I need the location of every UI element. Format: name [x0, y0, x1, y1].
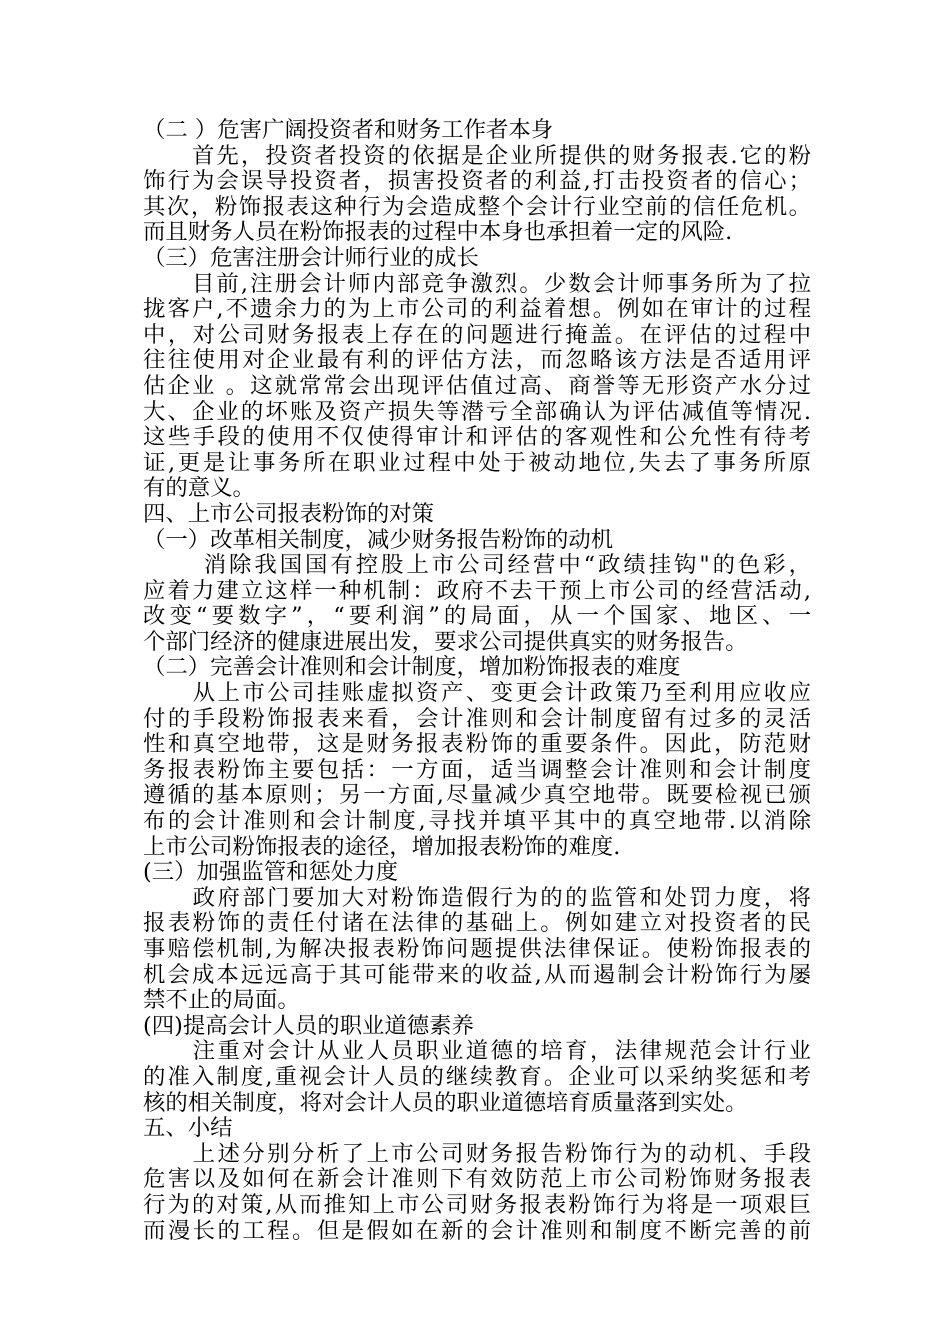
text-line: 付的手段粉饰报表来看，会计准则和会计制度留有过多的灵活	[143, 705, 811, 732]
text-line: 机会成本远远高于其可能带来的收益,从而遏制会计粉饰行为屡	[143, 961, 811, 988]
text-line: 往往使用对企业最有利的评估方法，而忽略该方法是否适用评	[143, 347, 811, 374]
text-line: 事赔偿机制,为解决报表粉饰问题提供法律保证。使粉饰报表的	[143, 936, 811, 962]
text-line: 改变“要数字”，“要利润”的局面，从一个国家、地区、一	[143, 603, 811, 630]
paragraph-reform	[143, 553, 811, 655]
paragraph-supervision	[143, 886, 811, 1014]
paragraph-investor-harm	[143, 144, 811, 246]
paragraph-cpa-harm	[143, 272, 811, 502]
text-line: 遵循的基本原则；另一方面,尽量减少真空地带。既要检视已颁	[143, 782, 811, 809]
text-line: 估企业 。这就常常会出现评估值过高、商誉等无形资产水分过	[143, 372, 811, 399]
section-heading-4	[143, 502, 811, 528]
heading-text: （二）完善会计准则和会计制度，增加粉饰报表的难度	[143, 654, 681, 681]
text-line: 核的相关制度，将对会计人员的职业道德培育质量落到实处。	[143, 1089, 748, 1116]
heading-text: (三）加强监管和惩处力度	[143, 859, 399, 886]
text-line: 首先，投资者投资的依据是企业所提供的财务报表.它的粉	[143, 142, 811, 169]
text-line: 中，对公司财务报表上存在的问题进行掩盖。在评估的过程中	[143, 321, 811, 348]
text-line: 报表粉饰的责任付诸在法律的基础上。例如建立对投资者的民	[143, 910, 811, 937]
text-line: 政府部门要加大对粉饰造假行为的的监管和处罚力度，将	[143, 884, 811, 911]
heading-text: （二 ）危害广阔投资者和财务工作者本身	[143, 117, 554, 143]
text-line: 大、企业的坏账及资产损失等潜亏全部确认为评估减值等情况.	[143, 398, 811, 425]
text-line: 个部门经济的健康进展出发，要求公司提供真实的财务报告。	[143, 628, 748, 655]
section-heading-4-1	[143, 528, 811, 554]
text-line: 上述分别分析了上市公司财务报告粉饰行为的动机、手段	[143, 1140, 811, 1167]
heading-text: 四、上市公司报表粉饰的对策	[143, 500, 435, 527]
section-heading-4-4	[143, 1014, 811, 1040]
text-line: 其次，粉饰报表这种行为会造成整个会计行业空前的信任危机。	[143, 193, 811, 220]
text-line: 布的会计准则和会计制度,寻找并填平其中的真空地带.以消除	[143, 808, 811, 835]
section-heading-5	[143, 1116, 811, 1142]
text-line: 禁不止的局面。	[143, 987, 300, 1014]
paragraph-summary	[143, 1142, 811, 1244]
text-line: 证,更是让事务所在职业过程中处于被动地位,失去了事务所原	[143, 449, 811, 476]
section-heading-4-3	[143, 860, 811, 886]
text-line: 有的意义。	[143, 475, 255, 502]
section-heading-2-3	[143, 246, 811, 272]
text-line: 的准入制度,重视会计人员的继续教育。企业可以采纳奖惩和考	[143, 1063, 811, 1090]
text-line: 性和真空地带，这是财务报表粉饰的重要条件。因此，防范财	[143, 731, 811, 758]
text-line: 危害以及如何在新会计准则下有效防范上市公司粉饰财务报表	[143, 1166, 811, 1193]
text-line: 上市公司粉饰报表的途径，增加报表粉饰的难度.	[143, 833, 621, 860]
text-line: 而漫长的工程。但是假如在新的会计准则和制度不断完善的前	[143, 1217, 811, 1244]
text-line: 应着力建立这样一种机制：政府不去干预上市公司的经营活动,	[143, 577, 811, 604]
text-line: 从上市公司挂账虚拟资产、变更会计政策乃至利用应收应	[143, 680, 811, 707]
heading-text: （一）改革相关制度，减少财务报告粉饰的动机	[143, 526, 614, 553]
text-line: 而且财务人员在粉饰报表的过程中本身也承担着一定的风险.	[143, 219, 733, 246]
section-heading-4-2	[143, 655, 811, 681]
text-line: 目前,注册会计师内部竞争激烈。少数会计师事务所为了拉	[143, 270, 811, 297]
text-line: 务报表粉饰主要包括：一方面，适当调整会计准则和会计制度	[143, 756, 811, 783]
heading-text: （三）危害注册会计师行业的成长	[143, 244, 479, 271]
text-line: 行为的对策,从而推知上市公司财务报表粉饰行为将是一项艰巨	[143, 1191, 811, 1218]
document-page	[143, 118, 811, 1244]
text-line: 饰行为会误导投资者，损害投资者的利益,打击投资者的信心；	[143, 168, 811, 195]
text-line: 这些手段的使用不仅使得审计和评估的客观性和公允性有待考	[143, 424, 811, 451]
text-line: 注重对会计从业人员职业道德的培育，法律规范会计行业	[143, 1038, 811, 1065]
section-heading-2-2	[143, 118, 811, 144]
heading-text: (四)提高会计人员的职业道德素养	[143, 1012, 474, 1039]
heading-text: 五、小结	[143, 1115, 233, 1142]
text-line: 拢客户,不遗余力的为上市公司的利益着想。例如在审计的过程	[143, 296, 811, 323]
text-line: 消除我国国有控股上市公司经营中“政绩挂钩"的色彩，	[143, 552, 811, 579]
paragraph-ethics	[143, 1039, 811, 1116]
paragraph-standards	[143, 681, 811, 860]
